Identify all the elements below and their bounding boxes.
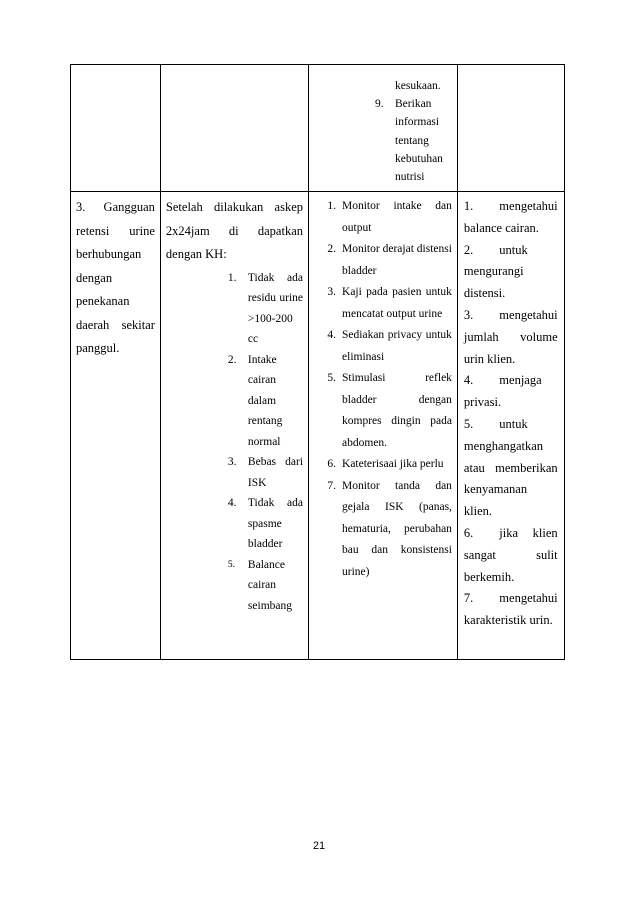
list-item: 5. untuk menghangatkan atau memberikan kenyamanan klien. bbox=[463, 416, 558, 519]
continuation-row bbox=[71, 65, 638, 192]
diagnosis-line: 3. Gangguan bbox=[76, 200, 155, 214]
list-item: 9. Berikan informasi tentang kebutuhan nutrisi bbox=[375, 98, 443, 184]
diagnosis-line: daerah sekitar bbox=[76, 317, 155, 332]
goal-line: 2x24jam di dapatkan bbox=[165, 223, 304, 238]
list-item: 4. menjaga privasi. bbox=[463, 373, 542, 410]
diagnosis-line: panggul. bbox=[76, 341, 120, 355]
list-item: kesukaan. bbox=[395, 80, 441, 92]
care-plan-table bbox=[70, 64, 638, 660]
list-item: 3. mengetahui jumlah volume urin klien. bbox=[463, 307, 558, 366]
diagnosis-cell bbox=[71, 192, 161, 660]
goal-line: Setelah dilakukan askep bbox=[165, 200, 304, 214]
list-item: 4. Tidak ada spasme bladder bbox=[227, 497, 304, 550]
continued-interventions bbox=[309, 65, 457, 186]
list-item: 1. Tidak ada residu urine >100-200 cc bbox=[227, 271, 304, 345]
list-item: 2. Monitor derajat distensi bladder bbox=[327, 243, 452, 277]
cont-rationale-cell bbox=[457, 65, 564, 192]
diagnosis-row bbox=[71, 192, 638, 660]
diagnosis-line: retensi urine bbox=[76, 223, 155, 238]
list-item: 5. Balance cairan seimbang bbox=[227, 558, 292, 612]
list-item: 5. Stimulasi reflek bladder dengan kompres dingin pada abdomen. bbox=[327, 372, 452, 449]
list-item: 7. Monitor tanda dan gejala ISK (panas, hematuria, perubahan bau dan konsistensi urine) bbox=[327, 479, 452, 578]
cont-goal-cell bbox=[160, 65, 308, 192]
list-item: 3. Bebas dari ISK bbox=[227, 456, 304, 489]
diagnosis-line: penekanan bbox=[76, 294, 130, 308]
diagnosis-line: dengan bbox=[76, 270, 113, 285]
list-item: 2. Intake cairan dalam rentang normal bbox=[227, 353, 283, 448]
list-item: 1. mengetahui balance cairan. bbox=[463, 199, 558, 235]
cont-diagnosis-cell bbox=[71, 65, 161, 192]
intervention-cell bbox=[309, 192, 458, 660]
rationale-cell bbox=[457, 192, 564, 660]
goal-cell bbox=[160, 192, 308, 660]
goal-line: dengan KH: bbox=[165, 247, 227, 261]
list-item: 1. Monitor intake dan output bbox=[327, 200, 452, 234]
list-item: 7. mengetahui karakteristik urin. bbox=[463, 591, 558, 628]
cont-intervention-cell bbox=[309, 65, 458, 192]
diagnosis-line: berhubungan bbox=[76, 247, 142, 261]
list-item: 2. untuk mengurangi distensi. bbox=[463, 242, 528, 301]
list-item: 3. Kaji pada pasien untuk mencatat output urine bbox=[327, 286, 452, 320]
page-number: 21 bbox=[312, 840, 326, 852]
list-item: 6. Kateterisaai jika perlu bbox=[327, 458, 444, 470]
list-item: 6. jika klien sangat sulit berkemih. bbox=[463, 525, 558, 584]
criteria-list bbox=[166, 268, 303, 617]
list-item: 4. Sediakan privacy untuk eliminasi bbox=[327, 329, 452, 363]
